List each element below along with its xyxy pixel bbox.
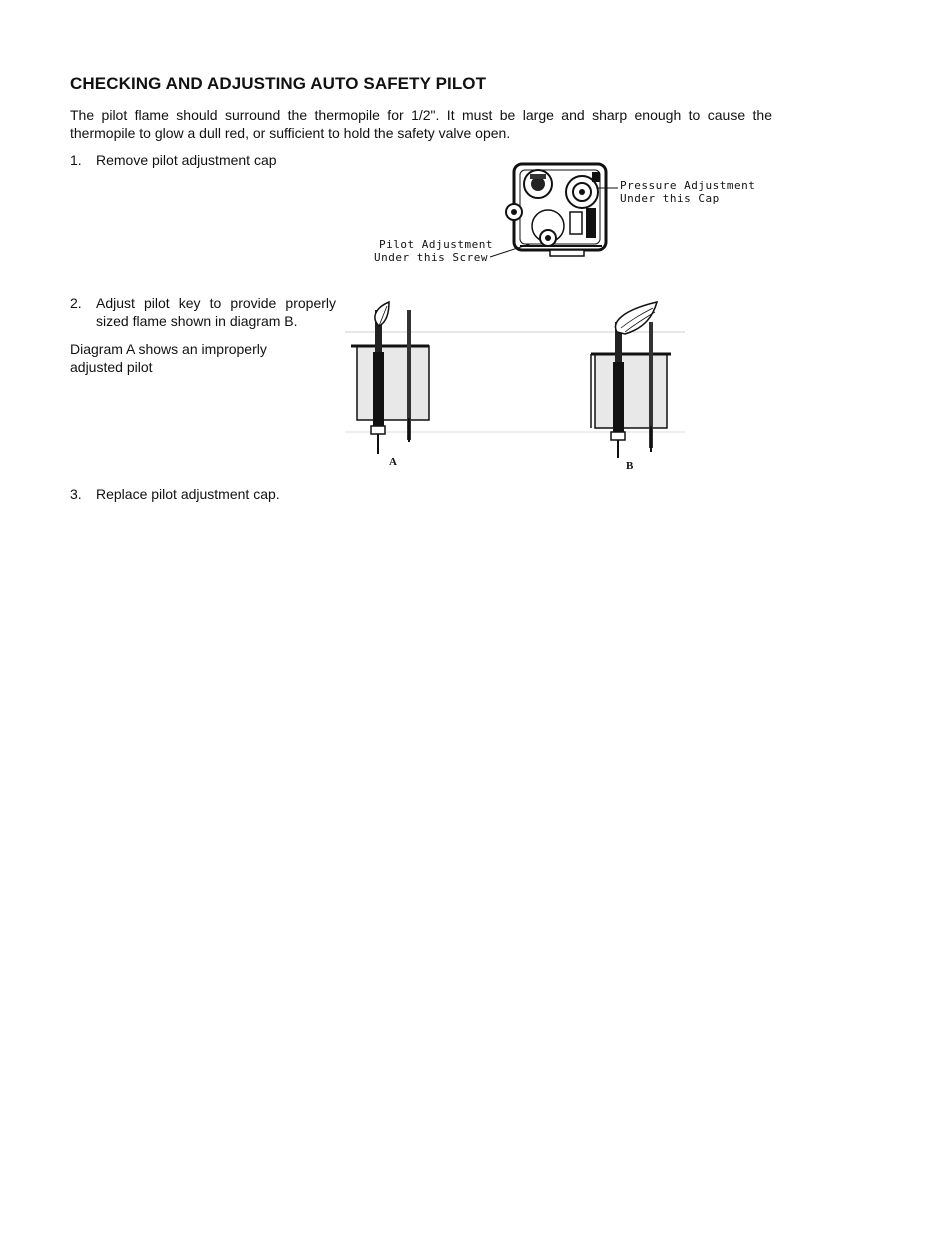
step-number: 3. bbox=[70, 486, 82, 502]
pressure-callout-line2: Under this Cap bbox=[620, 192, 720, 205]
step-number: 1. bbox=[70, 152, 82, 168]
diagram-b bbox=[591, 302, 671, 472]
step-number: 2. bbox=[70, 295, 82, 311]
diagram-note: Diagram A shows an improperly adjusted pilot bbox=[70, 341, 267, 375]
small-flame-icon bbox=[375, 302, 389, 326]
page-title: CHECKING AND ADJUSTING AUTO SAFETY PILOT bbox=[70, 74, 487, 93]
step-1 bbox=[70, 151, 330, 169]
diagram-a bbox=[351, 302, 429, 468]
step-text: Remove pilot adjustment cap bbox=[96, 152, 277, 168]
pilot-callout-line2: Under this Screw bbox=[374, 251, 488, 264]
step-text: Replace pilot adjustment cap. bbox=[96, 486, 280, 502]
pilot-callout-line1: Pilot Adjustment bbox=[379, 238, 493, 251]
pressure-callout-line1: Pressure Adjustment bbox=[620, 179, 756, 192]
diagram-b-label: B bbox=[626, 460, 634, 472]
pilot-flame-diagrams bbox=[345, 292, 685, 477]
gas-valve-diagram bbox=[370, 160, 770, 270]
step-2 bbox=[70, 294, 336, 330]
intro-paragraph: The pilot flame should surround the thermopile for 1/2". It must be large and sharp enough to cause the thermopile to glow a dull red, or sufficient to hold the safety valve open. bbox=[70, 107, 772, 141]
diagram-a-label: A bbox=[389, 456, 397, 468]
step-3 bbox=[70, 485, 370, 503]
step-text: Adjust pilot key to provide properly sized flame shown in diagram B. bbox=[96, 295, 336, 329]
